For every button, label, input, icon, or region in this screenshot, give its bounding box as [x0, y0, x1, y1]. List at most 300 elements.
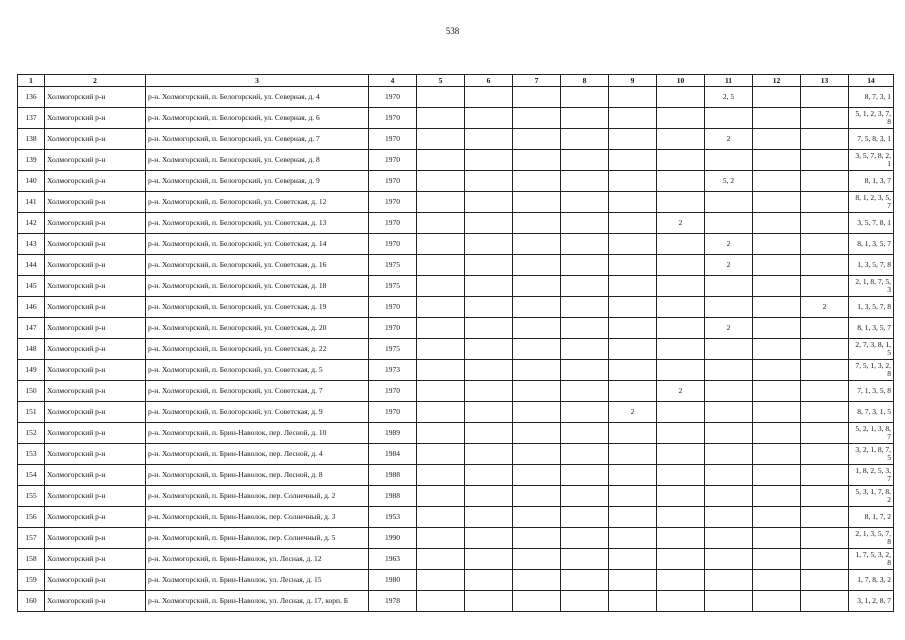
- column-7-cell: [513, 297, 561, 318]
- year-cell: 1975: [369, 276, 417, 297]
- column-14-cell: 2, 7, 3, 8, 1, 5: [849, 339, 894, 360]
- column-5-cell: [417, 507, 465, 528]
- district-cell: Холмогорский р-н: [45, 339, 146, 360]
- table-row: [18, 213, 894, 234]
- column-10-cell: [657, 108, 705, 129]
- column-14-cell: 8, 7, 3, 1, 5: [849, 402, 894, 423]
- row-number-cell: 150: [18, 381, 45, 402]
- column-10-cell: [657, 150, 705, 171]
- column-10-cell: [657, 423, 705, 444]
- column-9-cell: [609, 360, 657, 381]
- column-12-cell: [753, 381, 801, 402]
- district-cell: Холмогорский р-н: [45, 381, 146, 402]
- column-12-cell: [753, 549, 801, 570]
- column-8-cell: [561, 171, 609, 192]
- district-cell: Холмогорский р-н: [45, 423, 146, 444]
- column-10-cell: 2: [657, 213, 705, 234]
- address-cell: р-н. Холмогорский, п. Белогорский, ул. Северная, д. 4: [146, 87, 369, 108]
- district-cell: Холмогорский р-н: [45, 486, 146, 507]
- address-cell: р-н. Холмогорский, п. Белогорский, ул. Северная, д. 9: [146, 171, 369, 192]
- column-9-cell: [609, 549, 657, 570]
- column-6-cell: [465, 507, 513, 528]
- district-cell: Холмогорский р-н: [45, 234, 146, 255]
- column-7-cell: [513, 444, 561, 465]
- year-cell: 1988: [369, 486, 417, 507]
- column-6-cell: [465, 402, 513, 423]
- column-13-cell: [801, 234, 849, 255]
- column-14-cell: 3, 2, 1, 8, 7, 5: [849, 444, 894, 465]
- column-10-cell: [657, 192, 705, 213]
- column-6-cell: [465, 150, 513, 171]
- row-number-cell: 154: [18, 465, 45, 486]
- column-12-cell: [753, 213, 801, 234]
- column-12-cell: [753, 486, 801, 507]
- column-14-cell: 1, 7, 8, 3, 2: [849, 570, 894, 591]
- address-cell: р-н. Холмогорский, п. Брин-Наволок, пер. Лесной, д. 10: [146, 423, 369, 444]
- year-cell: 1970: [369, 381, 417, 402]
- column-11-cell: [705, 528, 753, 549]
- column-8-cell: [561, 192, 609, 213]
- row-number-cell: 139: [18, 150, 45, 171]
- column-8-cell: [561, 402, 609, 423]
- column-6-cell: [465, 213, 513, 234]
- address-cell: р-н. Холмогорский, п. Белогорский, ул. Советская, д. 16: [146, 255, 369, 276]
- address-cell: р-н. Холмогорский, п. Брин-Наволок, пер. Солнечный, д. 2: [146, 486, 369, 507]
- column-11-cell: [705, 465, 753, 486]
- column-5-cell: [417, 192, 465, 213]
- row-number-cell: 152: [18, 423, 45, 444]
- table-row: [18, 486, 894, 507]
- column-8-cell: [561, 528, 609, 549]
- column-13-cell: [801, 360, 849, 381]
- column-12-cell: [753, 591, 801, 612]
- page-number: 538: [445, 26, 460, 36]
- column-header: 5: [417, 75, 465, 87]
- column-5-cell: [417, 591, 465, 612]
- column-7-cell: [513, 108, 561, 129]
- column-13-cell: [801, 402, 849, 423]
- column-header: 3: [146, 75, 369, 87]
- address-cell: р-н. Холмогорский, п. Белогорский, ул. Советская, д. 12: [146, 192, 369, 213]
- year-cell: 1970: [369, 150, 417, 171]
- column-5-cell: [417, 339, 465, 360]
- year-cell: 1970: [369, 213, 417, 234]
- column-6-cell: [465, 318, 513, 339]
- column-6-cell: [465, 486, 513, 507]
- district-cell: Холмогорский р-н: [45, 150, 146, 171]
- row-number-cell: 145: [18, 276, 45, 297]
- row-number-cell: 149: [18, 360, 45, 381]
- district-cell: Холмогорский р-н: [45, 108, 146, 129]
- column-6-cell: [465, 360, 513, 381]
- column-8-cell: [561, 570, 609, 591]
- address-cell: р-н. Холмогорский, п. Белогорский, ул. Советская, д. 14: [146, 234, 369, 255]
- column-13-cell: [801, 444, 849, 465]
- column-10-cell: 2: [657, 381, 705, 402]
- district-cell: Холмогорский р-н: [45, 213, 146, 234]
- district-cell: Холмогорский р-н: [45, 570, 146, 591]
- row-number-cell: 148: [18, 339, 45, 360]
- column-7-cell: [513, 339, 561, 360]
- column-8-cell: [561, 87, 609, 108]
- row-number-cell: 147: [18, 318, 45, 339]
- address-cell: р-н. Холмогорский, п. Белогорский, ул. Советская, д. 18: [146, 276, 369, 297]
- column-11-cell: [705, 360, 753, 381]
- address-cell: р-н. Холмогорский, п. Брин-Наволок, ул. Лесная, д. 17, корп. Б: [146, 591, 369, 612]
- column-5-cell: [417, 486, 465, 507]
- column-14-cell: 7, 1, 3, 5, 8: [849, 381, 894, 402]
- row-number-cell: 159: [18, 570, 45, 591]
- column-14-cell: 3, 5, 7, 8, 1: [849, 213, 894, 234]
- column-6-cell: [465, 108, 513, 129]
- address-cell: р-н. Холмогорский, п. Брин-Наволок, ул. Лесная, д. 15: [146, 570, 369, 591]
- column-6-cell: [465, 339, 513, 360]
- column-12-cell: [753, 339, 801, 360]
- column-8-cell: [561, 318, 609, 339]
- column-13-cell: [801, 276, 849, 297]
- column-11-cell: [705, 339, 753, 360]
- row-number-cell: 138: [18, 129, 45, 150]
- column-11-cell: 2: [705, 255, 753, 276]
- column-7-cell: [513, 171, 561, 192]
- district-cell: Холмогорский р-н: [45, 444, 146, 465]
- row-number-cell: 141: [18, 192, 45, 213]
- column-10-cell: [657, 486, 705, 507]
- column-header: 10: [657, 75, 705, 87]
- year-cell: 1975: [369, 255, 417, 276]
- table-row: [18, 192, 894, 213]
- column-13-cell: [801, 549, 849, 570]
- column-8-cell: [561, 486, 609, 507]
- year-cell: 1970: [369, 87, 417, 108]
- district-cell: Холмогорский р-н: [45, 318, 146, 339]
- column-13-cell: [801, 150, 849, 171]
- column-8-cell: [561, 234, 609, 255]
- year-cell: 1970: [369, 108, 417, 129]
- column-6-cell: [465, 423, 513, 444]
- column-12-cell: [753, 276, 801, 297]
- column-14-cell: 8, 1, 3, 5, 7: [849, 318, 894, 339]
- column-6-cell: [465, 591, 513, 612]
- column-5-cell: [417, 171, 465, 192]
- column-11-cell: [705, 150, 753, 171]
- table-row: [18, 129, 894, 150]
- column-header: 7: [513, 75, 561, 87]
- column-5-cell: [417, 381, 465, 402]
- column-6-cell: [465, 171, 513, 192]
- address-cell: р-н. Холмогорский, п. Брин-Наволок, пер. Лесной, д. 4: [146, 444, 369, 465]
- column-7-cell: [513, 591, 561, 612]
- column-6-cell: [465, 129, 513, 150]
- column-13-cell: [801, 108, 849, 129]
- column-7-cell: [513, 87, 561, 108]
- column-5-cell: [417, 87, 465, 108]
- column-13-cell: [801, 255, 849, 276]
- column-8-cell: [561, 591, 609, 612]
- column-7-cell: [513, 192, 561, 213]
- column-10-cell: [657, 528, 705, 549]
- column-12-cell: [753, 318, 801, 339]
- column-10-cell: [657, 171, 705, 192]
- column-8-cell: [561, 465, 609, 486]
- column-9-cell: [609, 507, 657, 528]
- column-11-cell: [705, 213, 753, 234]
- column-12-cell: [753, 234, 801, 255]
- column-13-cell: 2: [801, 297, 849, 318]
- column-8-cell: [561, 276, 609, 297]
- column-14-cell: 1, 8, 2, 5, 3, 7: [849, 465, 894, 486]
- address-cell: р-н. Холмогорский, п. Белогорский, ул. Советская, д. 5: [146, 360, 369, 381]
- column-5-cell: [417, 402, 465, 423]
- row-number-cell: 143: [18, 234, 45, 255]
- column-header: 4: [369, 75, 417, 87]
- column-header: 13: [801, 75, 849, 87]
- column-14-cell: 8, 1, 3, 5, 7: [849, 234, 894, 255]
- column-7-cell: [513, 402, 561, 423]
- column-12-cell: [753, 570, 801, 591]
- column-13-cell: [801, 213, 849, 234]
- column-9-cell: [609, 150, 657, 171]
- column-14-cell: 1, 7, 5, 3, 2, 8: [849, 549, 894, 570]
- table-row: [18, 402, 894, 423]
- column-13-cell: [801, 528, 849, 549]
- column-14-cell: 8, 1, 7, 2: [849, 507, 894, 528]
- column-11-cell: [705, 276, 753, 297]
- year-cell: 1984: [369, 444, 417, 465]
- column-12-cell: [753, 192, 801, 213]
- column-11-cell: [705, 570, 753, 591]
- district-cell: Холмогорский р-н: [45, 465, 146, 486]
- row-number-cell: 137: [18, 108, 45, 129]
- year-cell: 1990: [369, 528, 417, 549]
- column-11-cell: [705, 423, 753, 444]
- column-10-cell: [657, 87, 705, 108]
- column-7-cell: [513, 213, 561, 234]
- year-cell: 1970: [369, 234, 417, 255]
- district-cell: Холмогорский р-н: [45, 255, 146, 276]
- column-10-cell: [657, 234, 705, 255]
- column-9-cell: 2: [609, 402, 657, 423]
- district-cell: Холмогорский р-н: [45, 297, 146, 318]
- column-10-cell: [657, 507, 705, 528]
- row-number-cell: 142: [18, 213, 45, 234]
- column-8-cell: [561, 297, 609, 318]
- column-9-cell: [609, 276, 657, 297]
- column-13-cell: [801, 381, 849, 402]
- table-row: [18, 108, 894, 129]
- column-9-cell: [609, 192, 657, 213]
- column-5-cell: [417, 255, 465, 276]
- column-5-cell: [417, 570, 465, 591]
- column-7-cell: [513, 360, 561, 381]
- column-14-cell: 5, 1, 2, 3, 7, 8: [849, 108, 894, 129]
- column-8-cell: [561, 150, 609, 171]
- column-8-cell: [561, 444, 609, 465]
- column-5-cell: [417, 234, 465, 255]
- address-cell: р-н. Холмогорский, п. Белогорский, ул. Советская, д. 7: [146, 381, 369, 402]
- table-row: [18, 549, 894, 570]
- column-9-cell: [609, 318, 657, 339]
- column-6-cell: [465, 444, 513, 465]
- column-10-cell: [657, 318, 705, 339]
- row-number-cell: 140: [18, 171, 45, 192]
- table-row: [18, 171, 894, 192]
- column-header: 1: [18, 75, 45, 87]
- column-8-cell: [561, 423, 609, 444]
- column-12-cell: [753, 129, 801, 150]
- address-cell: р-н. Холмогорский, п. Белогорский, ул. Советская, д. 22: [146, 339, 369, 360]
- row-number-cell: 157: [18, 528, 45, 549]
- column-13-cell: [801, 486, 849, 507]
- column-12-cell: [753, 507, 801, 528]
- table-row: [18, 465, 894, 486]
- column-12-cell: [753, 423, 801, 444]
- column-14-cell: 5, 2, 1, 3, 8, 7: [849, 423, 894, 444]
- column-5-cell: [417, 465, 465, 486]
- column-8-cell: [561, 108, 609, 129]
- column-11-cell: [705, 549, 753, 570]
- column-13-cell: [801, 423, 849, 444]
- column-14-cell: 7, 5, 1, 3, 2, 8: [849, 360, 894, 381]
- column-10-cell: [657, 570, 705, 591]
- column-5-cell: [417, 549, 465, 570]
- column-11-cell: [705, 507, 753, 528]
- column-6-cell: [465, 528, 513, 549]
- column-8-cell: [561, 213, 609, 234]
- table-row: [18, 423, 894, 444]
- table-body: [18, 87, 894, 612]
- column-5-cell: [417, 150, 465, 171]
- address-cell: р-н. Холмогорский, п. Белогорский, ул. Советская, д. 9: [146, 402, 369, 423]
- table-row: [18, 87, 894, 108]
- table-row: [18, 570, 894, 591]
- table-row: [18, 255, 894, 276]
- district-cell: Холмогорский р-н: [45, 591, 146, 612]
- column-14-cell: 3, 1, 2, 8, 7: [849, 591, 894, 612]
- column-12-cell: [753, 402, 801, 423]
- column-13-cell: [801, 570, 849, 591]
- column-14-cell: 1, 3, 5, 7, 8: [849, 255, 894, 276]
- column-11-cell: [705, 381, 753, 402]
- row-number-cell: 136: [18, 87, 45, 108]
- column-7-cell: [513, 570, 561, 591]
- column-6-cell: [465, 234, 513, 255]
- year-cell: 1970: [369, 297, 417, 318]
- column-5-cell: [417, 276, 465, 297]
- year-cell: 1988: [369, 465, 417, 486]
- column-6-cell: [465, 570, 513, 591]
- district-cell: Холмогорский р-н: [45, 192, 146, 213]
- column-9-cell: [609, 423, 657, 444]
- district-cell: Холмогорский р-н: [45, 171, 146, 192]
- district-cell: Холмогорский р-н: [45, 549, 146, 570]
- column-9-cell: [609, 297, 657, 318]
- column-13-cell: [801, 171, 849, 192]
- column-12-cell: [753, 108, 801, 129]
- column-5-cell: [417, 444, 465, 465]
- column-7-cell: [513, 276, 561, 297]
- row-number-cell: 146: [18, 297, 45, 318]
- column-10-cell: [657, 360, 705, 381]
- column-10-cell: [657, 339, 705, 360]
- column-10-cell: [657, 255, 705, 276]
- column-5-cell: [417, 129, 465, 150]
- column-9-cell: [609, 129, 657, 150]
- column-14-cell: 3, 5, 7, 8, 2, 1: [849, 150, 894, 171]
- year-cell: 1980: [369, 570, 417, 591]
- table-row: [18, 360, 894, 381]
- column-11-cell: 2: [705, 234, 753, 255]
- column-12-cell: [753, 171, 801, 192]
- year-cell: 1970: [369, 192, 417, 213]
- column-11-cell: [705, 591, 753, 612]
- table-row: [18, 339, 894, 360]
- column-7-cell: [513, 234, 561, 255]
- row-number-cell: 151: [18, 402, 45, 423]
- address-cell: р-н. Холмогорский, п. Брин-Наволок, пер. Солнечный, д. 3: [146, 507, 369, 528]
- column-14-cell: 1, 3, 5, 7, 8: [849, 297, 894, 318]
- column-5-cell: [417, 297, 465, 318]
- column-8-cell: [561, 339, 609, 360]
- year-cell: 1975: [369, 339, 417, 360]
- column-12-cell: [753, 255, 801, 276]
- table-row: [18, 276, 894, 297]
- column-11-cell: 2: [705, 318, 753, 339]
- column-12-cell: [753, 465, 801, 486]
- column-5-cell: [417, 360, 465, 381]
- district-cell: Холмогорский р-н: [45, 507, 146, 528]
- column-9-cell: [609, 171, 657, 192]
- column-9-cell: [609, 339, 657, 360]
- column-9-cell: [609, 255, 657, 276]
- column-14-cell: 2, 1, 8, 7, 5, 3: [849, 276, 894, 297]
- district-cell: Холмогорский р-н: [45, 360, 146, 381]
- district-cell: Холмогорский р-н: [45, 402, 146, 423]
- address-cell: р-н. Холмогорский, п. Белогорский, ул. Северная, д. 7: [146, 129, 369, 150]
- column-11-cell: 5, 2: [705, 171, 753, 192]
- column-7-cell: [513, 507, 561, 528]
- column-10-cell: [657, 129, 705, 150]
- year-cell: 1970: [369, 402, 417, 423]
- column-13-cell: [801, 465, 849, 486]
- table-row: [18, 528, 894, 549]
- column-13-cell: [801, 339, 849, 360]
- column-7-cell: [513, 549, 561, 570]
- row-number-cell: 156: [18, 507, 45, 528]
- column-8-cell: [561, 549, 609, 570]
- address-cell: р-н. Холмогорский, п. Брин-Наволок, пер. Солнечный, д. 5: [146, 528, 369, 549]
- column-9-cell: [609, 570, 657, 591]
- table-row: [18, 234, 894, 255]
- column-9-cell: [609, 465, 657, 486]
- table-row: [18, 591, 894, 612]
- column-13-cell: [801, 318, 849, 339]
- column-5-cell: [417, 318, 465, 339]
- column-14-cell: 7, 5, 8, 3, 1: [849, 129, 894, 150]
- district-cell: Холмогорский р-н: [45, 87, 146, 108]
- column-9-cell: [609, 87, 657, 108]
- address-cell: р-н. Холмогорский, п. Брин-Наволок, ул. Лесная, д. 12: [146, 549, 369, 570]
- column-13-cell: [801, 192, 849, 213]
- column-header: 12: [753, 75, 801, 87]
- column-5-cell: [417, 213, 465, 234]
- column-header: 2: [45, 75, 146, 87]
- column-11-cell: [705, 192, 753, 213]
- column-8-cell: [561, 381, 609, 402]
- column-12-cell: [753, 444, 801, 465]
- year-cell: 1973: [369, 360, 417, 381]
- column-11-cell: [705, 297, 753, 318]
